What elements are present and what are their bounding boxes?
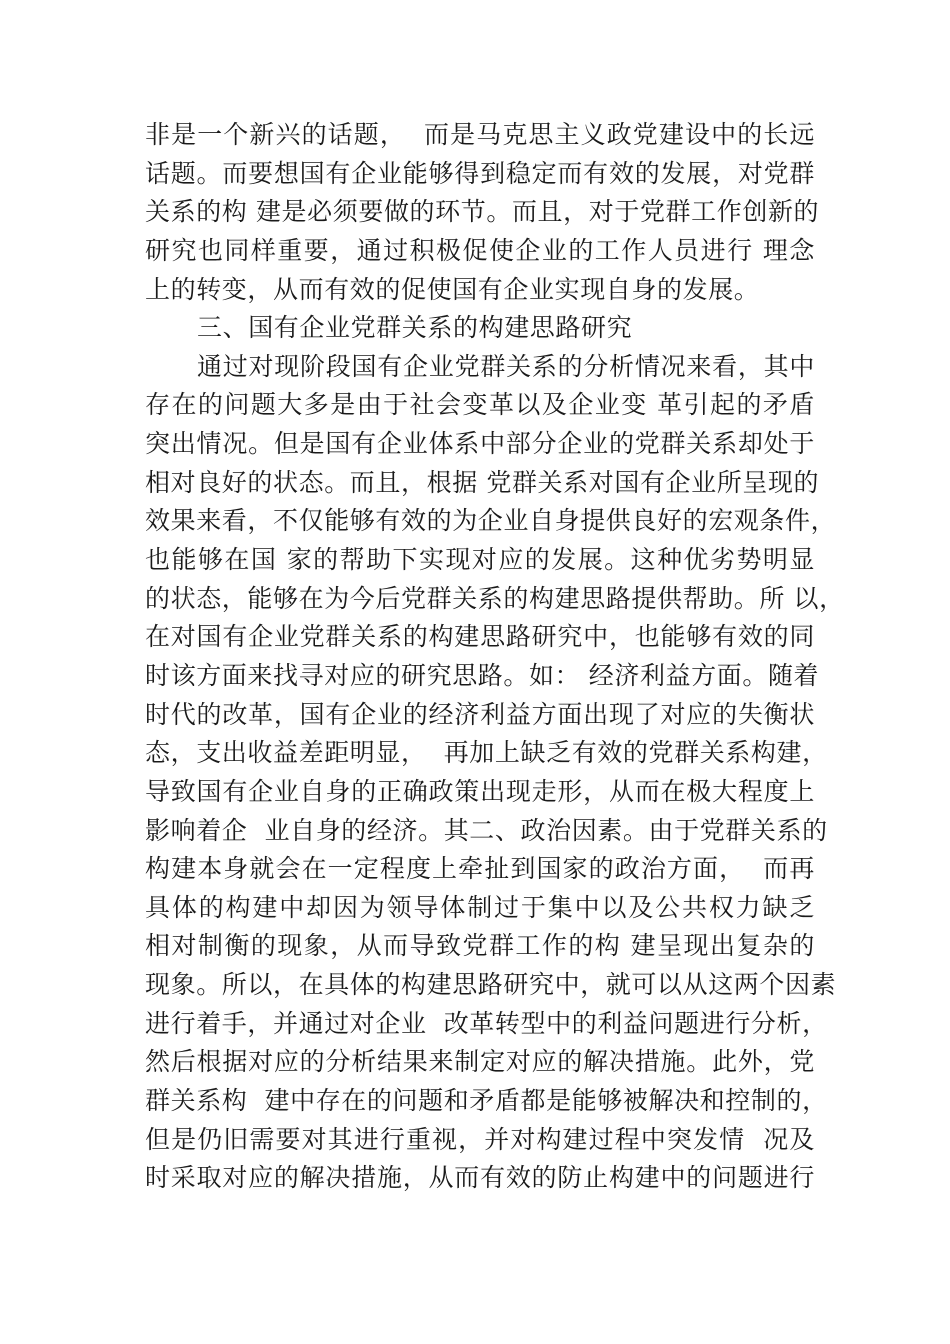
text-line: 关系的构 建是必须要做的环节。而且，对于党群工作创新的 bbox=[145, 197, 820, 227]
text-line: 研究也同样重要，通过积极促使企业的工作人员进行 理念 bbox=[145, 235, 815, 265]
text-line: 效果来看，不仅能够有效的为企业自身提供良好的宏观条件， bbox=[145, 506, 837, 536]
section-heading: 三、国有企业党群关系的构建思路研究 bbox=[197, 313, 633, 343]
text-line: 构建本身就会在一定程度上牵扯到国家的政治方面， 而再 bbox=[145, 854, 815, 884]
text-line: 也能够在国 家的帮助下实现对应的发展。这种优劣势明显 bbox=[145, 545, 815, 575]
text-line: 具体的构建中却因为领导体制过于集中以及公共权力缺乏 bbox=[145, 892, 815, 922]
text-line: 话题。而要想国有企业能够得到稳定而有效的发展，对党群 bbox=[145, 158, 815, 188]
text-line: 态，支出收益差距明显， 再加上缺乏有效的党群关系构建， bbox=[145, 738, 828, 768]
text-line: 突出情况。但是国有企业体系中部分企业的党群关系却处于 bbox=[145, 429, 815, 459]
text-line: 时该方面来找寻对应的研究思路。如： 经济利益方面。随着 bbox=[145, 660, 820, 690]
text-line: 在对国有企业党群关系的构建思路研究中，也能够有效的同 bbox=[145, 622, 815, 652]
text-line: 但是仍旧需要对其进行重视，并对构建过程中突发情 况及 bbox=[145, 1124, 815, 1154]
text-line: 相对制衡的现象，从而导致党群工作的构 建呈现出复杂的 bbox=[145, 931, 815, 961]
text-line: 时代的改革，国有企业的经济利益方面出现了对应的失衡状 bbox=[145, 699, 815, 729]
text-line: 上的转变，从而有效的促使国有企业实现自身的发展。 bbox=[145, 274, 760, 304]
text-line: 通过对现阶段国有企业党群关系的分析情况来看，其中 bbox=[197, 351, 815, 381]
text-line: 进行着手，并通过对企业 改革转型中的利益问题进行分析， bbox=[145, 1008, 828, 1038]
text-line: 群关系构 建中存在的问题和矛盾都是能够被解决和控制的， bbox=[145, 1086, 828, 1116]
text-line: 然后根据对应的分析结果来制定对应的解决措施。此外，党 bbox=[145, 1047, 815, 1077]
text-line: 现象。所以，在具体的构建思路研究中，就可以从这两个因素 bbox=[145, 970, 837, 1000]
text-line: 导致国有企业自身的正确政策出现走形，从而在极大程度上 bbox=[145, 776, 815, 806]
text-line: 时采取对应的解决措施，从而有效的防止构建中的问题进行 bbox=[145, 1163, 815, 1193]
text-line: 相对良好的状态。而且，根据 党群关系对国有企业所呈现的 bbox=[145, 467, 820, 497]
text-line: 影响着企 业自身的经济。其二、政治因素。由于党群关系的 bbox=[145, 815, 828, 845]
text-line: 非是一个新兴的话题， 而是马克思主义政党建设中的长远 bbox=[145, 120, 815, 149]
body-text bbox=[145, 116, 845, 1198]
text-line: 的状态，能够在为今后党群关系的构建思路提供帮助。所 以， bbox=[145, 583, 845, 613]
text-line: 存在的问题大多是由于社会变革以及企业变 革引起的矛盾 bbox=[145, 390, 815, 420]
